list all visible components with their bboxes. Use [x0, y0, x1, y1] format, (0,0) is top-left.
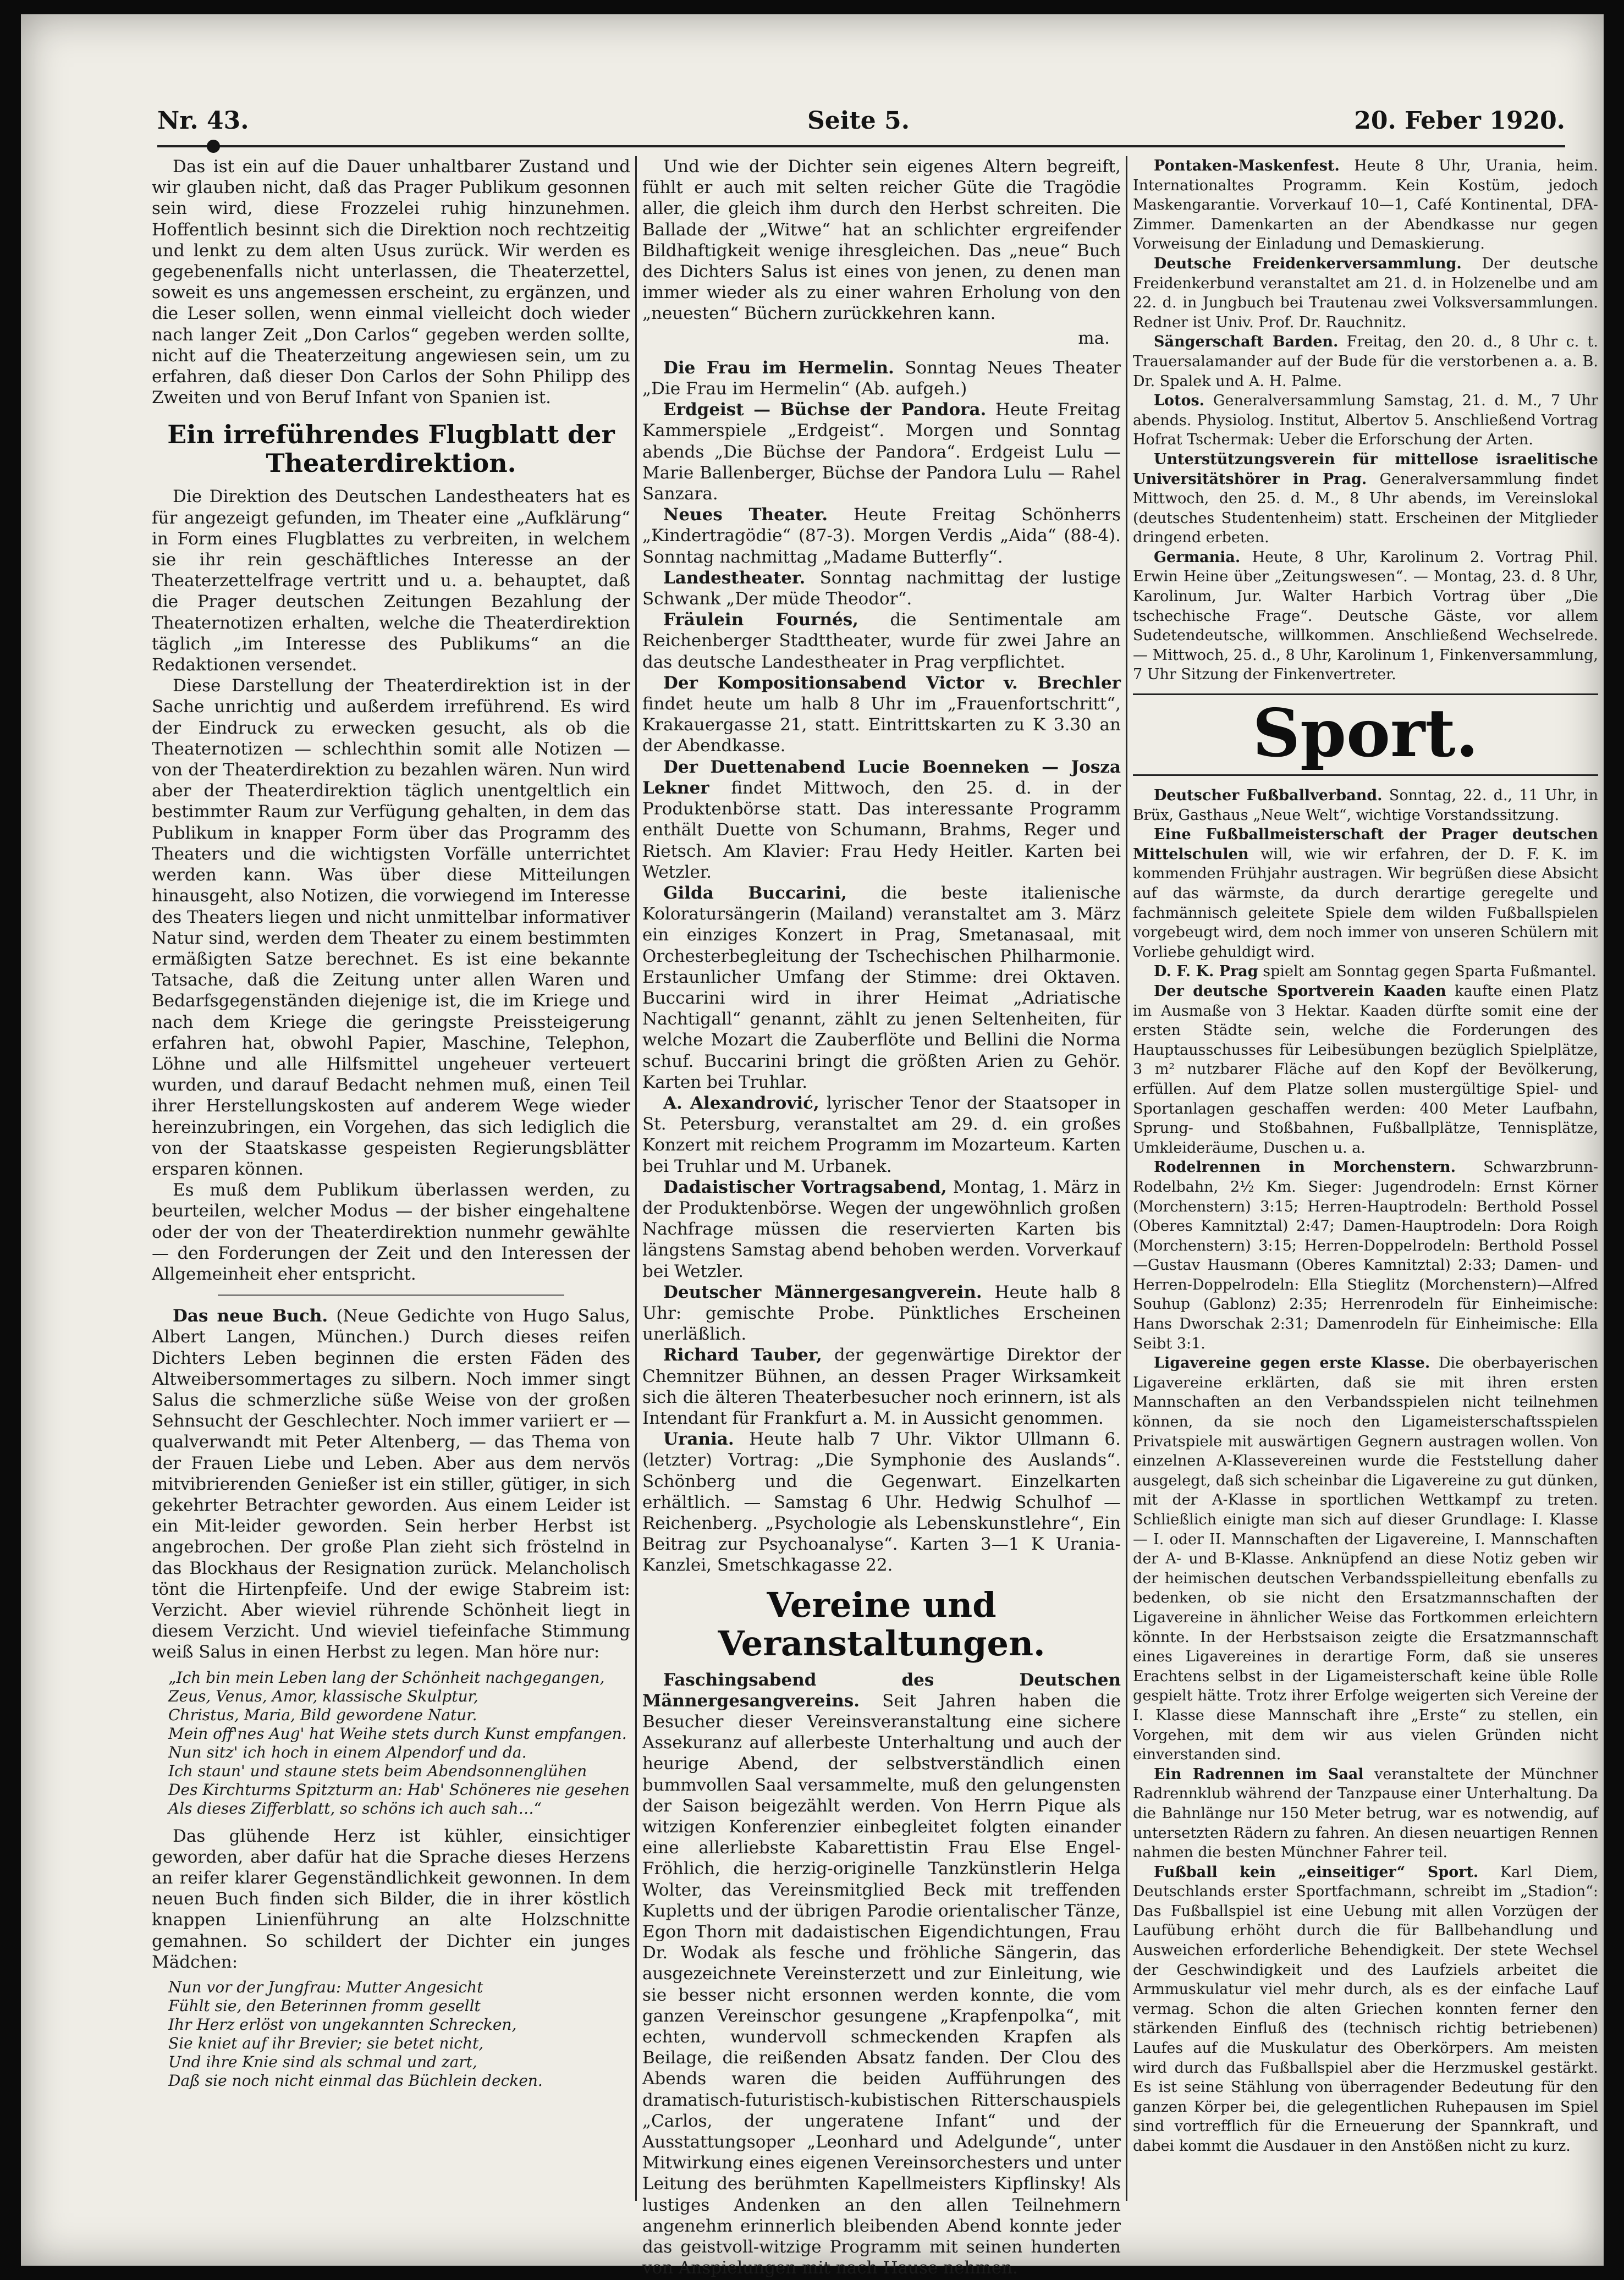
poem-line: Und ihre Knie sind als schmal und zart, — [168, 2053, 477, 2072]
theater-notice — [642, 357, 1121, 399]
notice-title: Ein Radrennen im Saal — [1154, 1765, 1364, 1783]
concert-notice — [642, 1093, 1121, 1177]
section-separator — [218, 1295, 564, 1296]
sport-notice — [1133, 1158, 1598, 1353]
notice-text: findet heute um halb 8 Uhr im „Frauenfortschritt“, Krakauergasse 21, statt. Eintrittskarten zu K 3.30 an der Abendkasse. — [642, 694, 1121, 756]
notice-text: Heute halb 7 Uhr. Viktor Ullmann 6. (letzter) Vortrag: „Die Symphonie des Auslands“. Schönberg und die Gegenwart. Einzelkarten erhältlich. — Samstag 6 Uhr. Hedwig Schulhof — Reichenberg. „Psychologie als Lebenskunstlehre“, Ein Beitrag zur Psychoanalyse“. Karten 3—1 K Urania-Kanzlei, Smetschkagasse 22. — [642, 1429, 1121, 1576]
book-review-text: (Neue Gedichte von Hugo Salus, Albert Langen, München.) Durch dieses reifen Dichters Leben beginnen die ersten Fäden des Altweibersommertages zu silbern. Noch immer singt Salus die schmerzliche süße Weise von der großen Sehnsucht der Geschlechter. Noch immer variiert er — qualverwandt mit Peter Altenberg, — das Thema von der Frauen Liebe und Leben. Aber aus dem nervös mitvibrierenden Genießer ist ein stiller, gütiger, in sich gekehrter Betrachter geworden. Aus einem Leider ist ein Mit-leider geworden. Sein herber Herbst ist angebrochen. Der große Plan zieht sich fröstelnd in das Blockhaus der Resignation zurück. Melancholisch tönt die Hirtenpfeife. Und der ewige Stabreim ist: Verzicht. Aber wieviel rührende Schönheit liegt in diesem Verzicht. Und wieviel tiefeinfache Stimmung weiß Salus in einen Herbst zu legen. Man höre nur: — [152, 1306, 630, 1662]
poem-line: Ihr Herz erlöst von ungekannten Schrecken, — [168, 2015, 517, 2034]
concert-notice — [642, 673, 1121, 757]
article-paragraph: Diese Darstellung der Theaterdirektion ist in der Sache unrichtig und außerdem irreführend. Es wird der Eindruck zu erwecken gesucht, als ob die Theaternotizen — schlechthin somit alle Notizen — von der Theaterdirektion zu bezahlen wären. Nun wird aber der Theaterdirektion täglich unentgeltlich ein bestimmter Raum zur Verfügung gehalten, in dem das Publikum in knapper Form über das Programm des Theaters und die wichtigsten Vorfälle unterrichtet werden kann. Was über diese Mitteilungen hinausgeht, also Notizen, die vorwiegend im Interesse des Theaters liegen und nicht unmittelbar informativer Natur sind, werden dem Theater zu einem bestimmten ermäßigten Satze berechnet. Es ist eine bekannte Tatsache, daß die Zeitung unter allen Waren und Bedarfsgegenständen diejenige ist, die im Kriege und nach dem Kriege die geringste Preissteigerung erfahren hat, obwohl Papier, Maschine, Telephon, Löhne und alle Hilfsmittel ungeheuer verteuert wurden, und darauf Bedacht nehmen muß, einen Teil ihrer Herstellungskosten auf anderem Wege wieder hereinzubringen, ein Vorgehen, das sich lediglich die von der Staatskasse gespeisten Regierungsblätter ersparen können. — [152, 676, 630, 1179]
notice-title: Pontaken-Maskenfest. — [1154, 157, 1340, 174]
notice-text: Sonntag nachmittag der lustige Schwank „Der müde Theodor“. — [642, 568, 1121, 609]
poem-line: Daß sie noch nicht einmal das Büchlein decken. — [168, 2072, 543, 2090]
poem-line: Ich staun' und staune stets beim Abendsonnenglühen — [168, 1761, 587, 1780]
newspaper-page — [21, 14, 1604, 2278]
notice-text: Sonntag, 22. d., 11 Uhr, in Brüx, Gasthaus „Neue Welt“, wichtige Vorstandssitzung. — [1133, 787, 1598, 824]
notice-text: Montag, 1. März in der Produktenbörse. Wegen der ungewöhnlich großen Nachfrage müssen die reservierten Karten bis längstens Samstag abend behoben werden. Vorverkauf bei Wetzler. — [642, 1177, 1121, 1281]
theater-notice — [642, 399, 1121, 504]
notice-title: Erdgeist — Büchse der Pandora. — [663, 400, 987, 420]
issue-number: Nr. 43. — [157, 107, 249, 135]
article-paragraph: Es muß dem Publikum überlassen werden, zu beurteilen, welcher Modus — der bisher eingehaltene oder der von der Theaterdirektion nunmehr gewählte — den Forderungen der Zeit und den Interessen der Allgemeinheit eher entspricht. — [152, 1180, 630, 1284]
sport-notice — [1133, 1353, 1598, 1764]
notice-title: Deutscher Männergesangverein. — [663, 1282, 982, 1302]
notice-title: Die Frau im Hermelin. — [663, 357, 894, 378]
notice-title: D. F. K. Prag — [1154, 963, 1258, 981]
poem-quote — [168, 1978, 630, 2090]
notice-title: Germania. — [1154, 548, 1241, 566]
notice-text: kaufte einen Platz im Ausmaße von 3 Hektar. Kaaden dürfte somit eine der ersten Städte sein, welche die Forderungen des Hauptausschusses für Leibesübungen bezüglich Spielplätze, 3 m² nutzbarer Fläche auf den Kopf der Bevölkerung, erfüllen. Auf dem Platze sollen mustergültige Spiel- und Sportanlagen geschaffen werden: 400 Meter Laufbahn, Sprung- und Stoßbahnen, Fußballplätze, Tennisplätze, Umkleideräume, Duschen u. a. — [1133, 982, 1598, 1156]
theater-notice — [642, 568, 1121, 609]
notice-title: Neues Theater. — [663, 505, 828, 525]
book-review-title: Das neue Buch. — [173, 1306, 328, 1326]
notice-text: Heute halb 8 Uhr: gemischte Probe. Pünktliches Erscheinen unerläßlich. — [642, 1282, 1121, 1345]
notice-title: Eine Fußballmeisterschaft der Prager deutschen Mittelschulen — [1133, 826, 1598, 863]
poem-line: Christus, Maria, Bild gewordene Natur. — [168, 1705, 477, 1724]
notice-text: der gegenwärtige Direktor der Chemnitzer Bühnen, an dessen Prager Wirksamkeit sich die älteren Theaterbesucher noch erinnern, ist als Intendant für Frankfurt a. M. in Aussicht genommen. — [642, 1345, 1121, 1428]
sport-notice — [1133, 982, 1598, 1158]
notice-text: Generalversammlung Samstag, 21. d. M., 7 Uhr abends. Physiolog. Institut, Albertov 5. Anschließend Vortrag Hofrat Tschermak: Ueber die Erforschung der Arten. — [1133, 392, 1598, 449]
sport-notice — [1133, 786, 1598, 825]
notice-title: Fußball kein „einseitiger“ Sport. — [1154, 1863, 1479, 1881]
notice-title: A. Alexandrović, — [663, 1093, 819, 1113]
poem-quote — [168, 1668, 630, 1818]
article-paragraph: Und wie der Dichter sein eigenes Altern begreift, fühlt er auch mit selten reicher Güte die Tragödie aller, die gleich ihm durch den Herbst schreiten. Die Ballade der „Witwe“ hat an schlichter ergreifender Bildhaftigkeit wenige ihresgleichen. Das „neue“ Buch des Dichters Salus ist eines von jenen, zu denen man immer wieder als zu einer wahren Erholung von den „neuesten“ Büchern zurückkehren kann. — [642, 157, 1121, 324]
issue-date: 20. Feber 1920. — [1354, 107, 1565, 135]
poem-line: Nun vor der Jungfrau: Mutter Angesicht — [168, 1978, 483, 1997]
concert-notice — [642, 883, 1121, 1093]
notice-title: Lotos. — [1154, 392, 1205, 410]
notice-text: Generalversammlung findet Mittwoch, den 25. d. M., 8 Uhr abends, im Vereinslokal (deutsches Studentenheim) statt. Erscheinen der Mitglieder dringend erbeten. — [1133, 470, 1598, 547]
concert-notice — [642, 757, 1121, 883]
notice-text: Heute, 8 Uhr, Karolinum 2. Vortrag Phil. Erwin Heine über „Zeitungswesen“. — Montag, 23. d. 8 Uhr, Karolinum, Jur. Walter Harbich Vortrag über „Die tschechische Frage“. Deutsche Gäste, vor allem Sudetendeutsche, willkommen. Anschließend Wechselrede. — Mittwoch, 25. d., 8 Uhr, Karolinum 1, Finkenversammlung, 7 Uhr Sitzung der Finkenvertreter. — [1133, 548, 1598, 684]
poem-line: Nun sitz' ich hoch in einem Alpendorf und da. — [168, 1743, 527, 1761]
notice-title: Faschingsabend des Deutschen Männergesangvereins. — [642, 1670, 1121, 1711]
club-notice — [1133, 332, 1598, 391]
notice-title: Sängerschaft Barden. — [1154, 333, 1339, 351]
article-heading: Ein irreführendes Flugblatt der Theaterdirektion. — [167, 420, 615, 478]
notice-text: Karl Diem, Deutschlands erster Sportfachmann, schreibt im „Stadion“: Das Fußballspiel ist eine Uebung mit allen Vorzügen der Laufübung erhöht durch die für Ballbehandlung und Ausweichen erforderliche Behendigkeit. Der stete Wechsel der Geschwindigkeit und des Laufziels arbeitet die Armmuskulatur viel mehr durch, als es der einfache Lauf vermag. Schon die alten Griechen konnten ferner den stärkenden Einfluß des (technisch richtig betriebenen) Laufes auf die Muskulatur des Oberkörpers. Am meisten wird durch das Fußballspiel aber die Herzmuskel gestärkt. Es ist seine Stählung von überragender Bedeutung für den ganzen Körper bei, die gelegentlichen Ruhepausen im Spiel sind vortrefflich für die Erneuerung der Spannkraft, und dabei kommt die Ausdauer in den Anstößen nicht zu kurz. — [1133, 1863, 1598, 2155]
notice-text: die beste italienische Koloratursängerin (Mailand) veranstaltet am 3. März ein einziges Konzert in Prag, Smetanasaal, mit Orchesterbegleitung der Tschechischen Philharmonie. Erstaunlicher Umfang der Stimme: drei Oktaven. Buccarini wird in ihrer Heimat „Adriatische Nachtigall“ genannt, zählt zu jenen Seltenheiten, für welche Mozart die Zauberflöte und Bellini die Norma schuf. Buccarini bringt die größten Arien zu Gehör. Karten bei Truhlar. — [642, 883, 1121, 1092]
notice-title: Deutsche Freidenkerversammlung. — [1154, 255, 1462, 272]
notice-title: Fräulein Fournés, — [663, 610, 858, 630]
notice-title: Der Duettenabend Lucie Boenneken — Josza Lekner — [642, 757, 1121, 798]
sport-notice — [1133, 1765, 1598, 1863]
article-paragraph: Das glühende Herz ist kühler, einsichtiger geworden, aber dafür hat die Sprache dieses Herzens an reifer klarer Gegenständlichkeit gewonnen. In dem neuen Buch finden sich Bilder, die in ihrer köstlich knappen Linienführung an alte Holzschnitte gemahnen. So schildert der Dichter ein junges Mädchen: — [152, 1826, 630, 1972]
page-number: Seite 5. — [807, 107, 910, 135]
section-heading-sport: Sport. — [1133, 693, 1598, 776]
notice-text: will, wie wir erfahren, der D. F. K. im kommenden Frühjahr austragen. Wir begrüßen diese Absicht auf das wärmste, da durch derartige geregelte und fachmännisch geleitete Spiele dem wilden Fußballspielen vorgebeugt wird, dem noch immer von unseren Schülern mit Vorliebe gehuldigt wird. — [1133, 845, 1598, 961]
event-notice — [642, 1345, 1121, 1429]
notice-title: Urania. — [663, 1429, 734, 1450]
event-notice — [642, 1429, 1121, 1576]
poem-line: Mein off'nes Aug' hat Weihe stets durch Kunst empfangen. — [168, 1724, 627, 1743]
club-notice — [1133, 156, 1598, 254]
notice-text: spielt am Sonntag gegen Sparta Fußmantel. — [1263, 963, 1597, 981]
header-ornament — [207, 140, 220, 153]
notice-text: Die oberbayerischen Ligavereine erklärten, daß sie mit ihren ersten Mannschaften an den Verbandsspielen nicht teilnehmen können, da sie noch den Ligameisterschaftsspielen Privatspiele mit auswärtigen Gegnern austragen wollen. Von einzelnen A-Klassevereinen wurde die Feststellung daher ausgelegt, daß sich scheinbar die Ligavereine zu gut dünken, mit der A-Klasse in sportlichen Wettkampf zu treten. Schließlich einigte man sich auf dieser Grundlage: I. Klasse — I. oder II. Mannschaften der Ligavereine, I. Mannschaften der A- und B-Klasse. Anknüpfend an diese Notiz geben wir der heimischen deutschen Verbandsspielleitung ebenfalls zu bedenken, ob sie nicht den Ersatzmannschaften der Ligavereine in ähnlicher Weise das Fortkommen erleichtern könnte. In der Herbstsaison zeigte die Ersatzmannschaft eines Ligavereines in derartige Form, daß sie unseres Erachtens selbst in der Ligameisterschaft keine üble Rolle gespielt hätte. Trotz ihrer Erfolge weigerten sich Vereine der I. Klasse diese Mannschaft ihre „Erste“ zu stellen, ein Vorgehen, mit dem wir aus vielen Gründen nicht einverstanden sind. — [1133, 1354, 1598, 1764]
notice-text: Freitag, den 20. d., 8 Uhr c. t. Trauersalamander auf der Bude für die verstorbenen a. a. B. Dr. Spalek und A. H. Palme. — [1133, 333, 1598, 390]
notice-title: Gilda Buccarini, — [663, 883, 847, 903]
poem-line: Sie kniet auf ihr Brevier; sie betet nicht, — [168, 2034, 484, 2053]
poem-line: „Ich bin mein Leben lang der Schönheit nachgegangen, — [168, 1668, 605, 1687]
column-middle — [642, 156, 1121, 2278]
poem-line: Als dieses Zifferblatt, so schöns ich auch sah…“ — [168, 1799, 542, 1818]
theater-notice — [642, 609, 1121, 673]
notice-text: Der deutsche Freidenkerbund veranstaltet am 21. d. in Holzenelbe und am 22. d. in Jungbuch bei Trautenau zwei Volksversammlungen. Redner ist Univ. Prof. Dr. Rauchnitz. — [1133, 255, 1598, 331]
book-review — [152, 1306, 630, 1662]
notice-text: findet Mittwoch, den 25. d. in der Produktenbörse statt. Das interessante Programm enthält Duette von Schumann, Brahms, Reger und Rietsch. Am Klavier: Frau Hedy Heitler. Karten bei Wetzler. — [642, 778, 1121, 882]
event-notice — [642, 1177, 1121, 1282]
section-heading-vereine: Vereine und Veranstaltungen. — [718, 1584, 1045, 1664]
sport-notice — [1133, 962, 1598, 982]
notice-title: Landestheater. — [663, 568, 806, 588]
poem-line: Fühlt sie, den Beterinnen fromm gesellt — [168, 1997, 481, 2015]
notice-text: Heute 8 Uhr, Urania, heim. Internationaltes Programm. Kein Kostüm, jedoch Maskengarantie. Vorverkauf 10—1, Café Kontinental, DFA-Zimmer. Damenkarten an der Abendkasse nur gegen Vorweisung der Einladung und Demaskierung. — [1133, 157, 1598, 253]
notice-title: Richard Tauber, — [663, 1345, 822, 1365]
club-notice — [1133, 548, 1598, 685]
club-notice — [642, 1670, 1121, 2279]
notice-text: lyrischer Tenor der Staatsoper in St. Petersburg, veranstaltet am 29. d. ein großes Konzert mit reichem Programm im Mozarteum. Karten bei Truhlar und M. Urbanek. — [642, 1093, 1121, 1176]
article-paragraph: Das ist ein auf die Dauer unhaltbarer Zustand und wir glauben nicht, daß das Prager Publikum gesonnen sein wird, diese Frozzelei ruhig hinzunehmen. Hoffentlich besinnt sich die Direktion noch rechtzeitig und lenkt zu dem alten Usus zurück. Wir werden es gegebenenfalls nicht unterlassen, die Theaterzettel, soweit es uns angemessen erscheint, zu ergänzen, und die Leser sollen, wenn einmal vielleicht doch wieder nach langer Zeit „Don Carlos“ gegeben werden sollte, nicht auf die Theaterzeitung angewiesen sein, um zu erfahren, daß dieser Don Carlos der Sohn Philipp des Zweiten und von Beruf Infant von Spanien ist. — [152, 157, 630, 408]
notice-title: Rodelrennen in Morchenstern. — [1154, 1159, 1456, 1176]
club-notice — [1133, 450, 1598, 548]
theater-notice — [642, 504, 1121, 568]
event-notice — [642, 1282, 1121, 1345]
notice-text: Sonntag Neues Theater „Die Frau im Hermelin“ (Ab. aufgeh.) — [642, 357, 1121, 399]
notice-title: Unterstützungsverein für mittellose israelitische Universitätshörer in Prag. — [1133, 450, 1598, 488]
sport-notice — [1133, 1863, 1598, 2156]
notice-text: Heute Freitag Schönherrs „Kindertragödie“ (87-3). Morgen Verdis „Aida“ (88-4). Sonntag nachmittag „Madame Butterfly“. — [642, 505, 1121, 567]
notice-text: veranstaltete der Münchner Radrennklub während der Tanzpause einer Unterhaltung. Da die Bahnlänge nur 150 Meter betrug, war es notwendig, auf untersetzten Rädern zu fahren. An diesen neuartigen Rennen nahmen die besten Münchner Fahrer teil. — [1133, 1765, 1598, 1862]
notice-title: Dadaistischer Vortragsabend, — [663, 1177, 947, 1197]
column-left — [152, 156, 630, 2201]
column-divider — [635, 156, 637, 2201]
author-signature: ma. — [1078, 328, 1110, 348]
notice-title: Ligavereine gegen erste Klasse. — [1154, 1354, 1430, 1372]
club-notice — [1133, 254, 1598, 332]
notice-title: Deutscher Fußballverband. — [1154, 787, 1383, 805]
poem-line: Zeus, Venus, Amor, klassische Skulptur, — [168, 1687, 478, 1705]
article-paragraph: Die Direktion des Deutschen Landestheaters hat es für angezeigt gefunden, im Theater eine „Aufklärung“ in Form eines Flugblattes zu verbreiten, in welchem sie ihr rein geschäftliches Interesse an der Theaterzettelfrage vertritt und u. a. behauptet, daß die Prager deutschen Zeitungen Bezahlung der Theaternotizen erhalten, welche die Theaterdirektion täglich „im Interesse des Publikums“ an die Redaktionen versendet. — [152, 487, 630, 675]
notice-text: Seit Jahren haben die Besucher dieser Vereinsveranstaltung eine sichere Assekuranz auf allerbeste Unterhaltung und auch der heurige Abend, der selbstverständlich einen bummvollen Saal versammelte, muß den gelungensten der Saison beigezählt werden. Von Herrn Pique als witzigen Konferenzier einbegleitet folgten einander eine allerliebste Kabarettistin Frau Else Engel-Fröhlich, die herzig-originelle Tanzkünstlerin Helga Wolter, das Vereinsmitglied Beck mit treffenden Kupletts und der übrigen Parodie orientalischer Tänze, Egon Thorn mit dadaistischen Eigendichtungen, Frau Dr. Wodak als fesche und fröhliche Sängerin, das ausgezeichnete Vereinsterzett und zur Einleitung, wie sie besser nicht ersonnen werden konnte, die vom ganzen Vereinschor gesungene „Krapfenpolka“, mit echten, wundervoll schmeckenden Krapfen als Beilage, die reißenden Absatz fanden. Der Clou des Abends waren die beiden Aufführungen des dramatisch-futuristisch-kubistischen Ritterschauspiels „Carlos, der ungeratene Infant“ und der Ausstattungsoper „Leonhard und Adelgunde“, unter Mitwirkung eines eigenen Vereinsorchesters und unter Leitung des berühmten Kapellmeisters Kipflinsky! Als lustiges Andenken an den allen Teilnehmern angenehm erinnerlich bleibenden Abend konnte jeder das geistvoll-witzige Programm mit seinen hunderten von Anspielungen mit nach Hause nehmen. — [642, 1690, 1121, 2278]
notice-text: die Sentimentale am Reichenberger Stadttheater, wurde für zwei Jahre an das deutsche Landestheater in Prag verpflichtet. — [642, 610, 1121, 672]
column-right — [1133, 156, 1598, 2201]
column-divider — [1126, 156, 1127, 2201]
notice-title: Der deutsche Sportverein Kaaden — [1154, 982, 1446, 1000]
notice-title: Der Kompositionsabend Victor v. Brechler — [663, 673, 1121, 693]
sport-notice — [1133, 825, 1598, 962]
club-notice — [1133, 391, 1598, 450]
notice-text: Heute Freitag Kammerspiele „Erdgeist“. Morgen und Sonntag abends „Die Büchse der Pandora“. Erdgeist Lulu — Marie Ballenberger, Büchse der Pandora Lulu — Rahel Sanzara. — [642, 400, 1121, 504]
poem-line: Des Kirchturms Spitzturm an: Hab' Schöneres nie gesehen — [168, 1780, 630, 1799]
notice-text: Schwarzbrunn-Rodelbahn, 2½ Km. Sieger: Jugendrodeln: Ernst Körner (Morchenstern) 3:15; Herren-Hauptrodeln: Berthold Possel (Oberes Kamnitztal) 2:47; Damen-Hauptrodeln: Dora Roigh (Morchenstern) 3:15; Herren-Doppelrodeln: Berthold Possel—Gustav Hausmann (Oberes Kamnitztal) 2:33; Damen- und Herren-Doppelrodeln: Ella Stieglitz (Morchenstern)—Alfred Souhup (Gablonz) 2:35; Herrenrodeln für Einheimische: Hans Dworschak 2:31; Damenrodeln für Einheimische: Ella Seibt 3:1. — [1133, 1159, 1598, 1352]
header-rule — [157, 145, 1565, 147]
